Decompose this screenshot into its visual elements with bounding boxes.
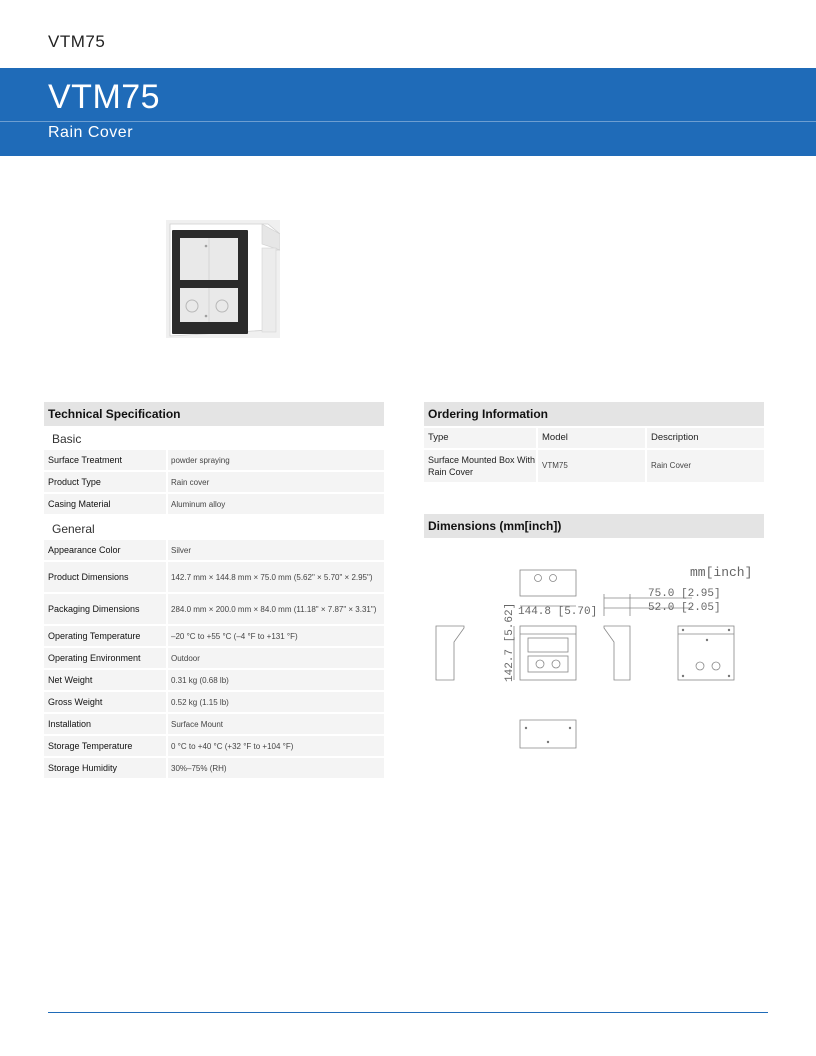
ordering-heading: Ordering Information (424, 402, 764, 426)
spec-key: Gross Weight (44, 692, 166, 712)
spec-key: Casing Material (44, 494, 166, 514)
spec-row (44, 540, 384, 560)
spec-key: Storage Temperature (44, 736, 166, 756)
spec-value: 30%–75% (RH) (168, 758, 384, 778)
spec-row (44, 594, 384, 624)
spec-value: 0.52 kg (1.15 lb) (168, 692, 384, 712)
spec-row (44, 670, 384, 690)
ordering-cell-description: Rain Cover (647, 450, 764, 482)
tech-spec-table (44, 428, 384, 780)
spec-value: 0.31 kg (0.68 lb) (168, 670, 384, 690)
spec-row (44, 714, 384, 734)
spec-key: Storage Humidity (44, 758, 166, 778)
ordering-header-cell: Type (424, 428, 536, 448)
ordering-cell-model: VTM75 (538, 450, 645, 482)
spec-key: Net Weight (44, 670, 166, 690)
spec-row (44, 758, 384, 778)
spec-key: Surface Treatment (44, 450, 166, 470)
ordering-header-cell: Model (538, 428, 645, 448)
ordering-row (424, 450, 764, 482)
spec-value: Surface Mount (168, 714, 384, 734)
spec-value: Rain cover (168, 472, 384, 492)
ordering-header-row (424, 428, 764, 448)
spec-key: Product Dimensions (44, 562, 166, 592)
spec-value: 142.7 mm × 144.8 mm × 75.0 mm (5.62" × 5.70" × 2.95") (168, 562, 384, 592)
spec-row (44, 736, 384, 756)
spec-value: –20 °C to +55 °C (–4 °F to +131 °F) (168, 626, 384, 646)
spec-value: 0 °C to +40 °C (+32 °F to +104 °F) (168, 736, 384, 756)
spec-row (44, 472, 384, 492)
spec-row (44, 450, 384, 470)
spec-value: powder spraying (168, 450, 384, 470)
spec-value: Silver (168, 540, 384, 560)
spec-key: Operating Temperature (44, 626, 166, 646)
spec-key: Installation (44, 714, 166, 734)
tech-spec-heading: Technical Specification (44, 402, 384, 426)
dimension-height-label: 142.7 [5.62] (504, 602, 516, 682)
spec-value: Outdoor (168, 648, 384, 668)
dimensions-unit-label: mm[inch] (690, 565, 753, 580)
spec-row (44, 648, 384, 668)
group-basic-title: Basic (52, 432, 82, 446)
spec-key: Packaging Dimensions (44, 594, 166, 624)
banner-divider (0, 121, 816, 122)
spec-key: Operating Environment (44, 648, 166, 668)
spec-value: 284.0 mm × 200.0 mm × 84.0 mm (11.18" × 7.87" × 3.31") (168, 594, 384, 624)
dimensions-heading: Dimensions (mm[inch]) (424, 514, 764, 538)
spec-row (44, 562, 384, 592)
spec-key: Appearance Color (44, 540, 166, 560)
banner-subtitle: Rain Cover (48, 124, 134, 141)
product-image (166, 220, 280, 338)
header-model: VTM75 (48, 32, 106, 51)
ordering-table (424, 428, 764, 484)
ordering-header-cell: Description (647, 428, 764, 448)
spec-value: Aluminum alloy (168, 494, 384, 514)
ordering-cell-type: Surface Mounted Box With Rain Cover (424, 450, 536, 482)
dimension-depth-outer-label: 75.0 [2.95] (648, 588, 721, 600)
banner-title: VTM75 (48, 78, 161, 116)
spec-row (44, 626, 384, 646)
dimension-width-label: 144.8 [5.70] (518, 606, 598, 618)
dimensions-drawing (424, 556, 764, 756)
dimension-depth-inner-label: 52.0 [2.05] (648, 602, 721, 614)
title-banner (0, 68, 816, 156)
footer-divider (48, 1012, 768, 1013)
spec-row (44, 692, 384, 712)
spec-row (44, 494, 384, 514)
spec-key: Product Type (44, 472, 166, 492)
group-general-title: General (52, 522, 95, 536)
